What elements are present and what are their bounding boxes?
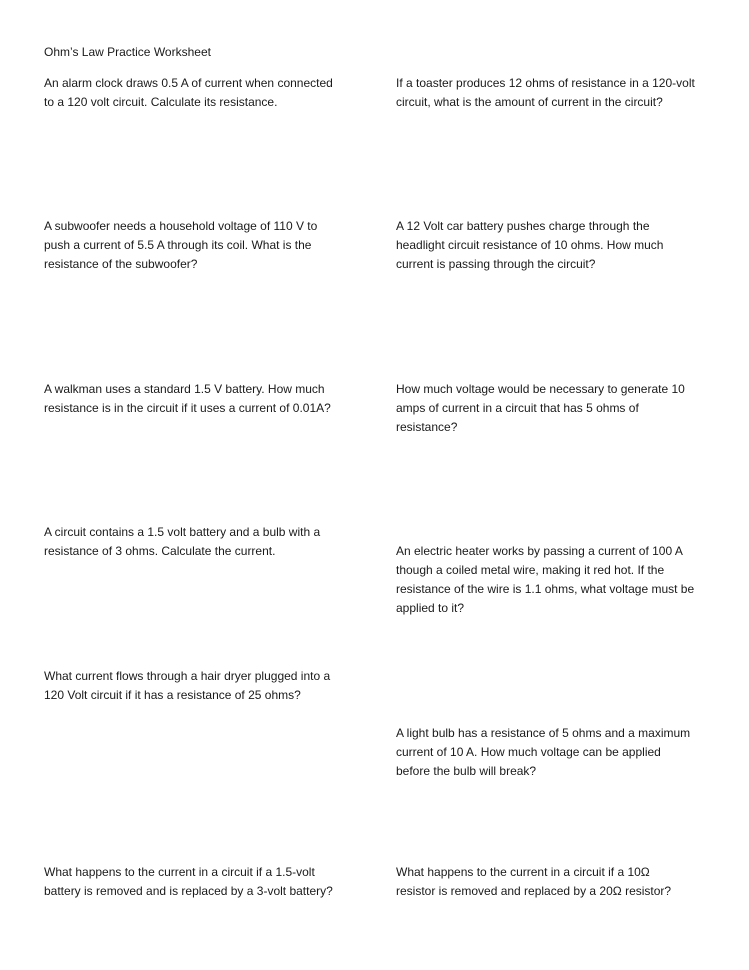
question-5: [44, 380, 331, 418]
question-line: current of 10 A. How much voltage can be applied: [396, 745, 661, 759]
question-line: A circuit contains a 1.5 volt battery and a bulb with a: [44, 525, 321, 539]
question-line: An electric heater works by passing a current of 100 A: [396, 544, 683, 558]
question-line: before the bulb will break?: [396, 764, 537, 778]
question-line: What happens to the current in a circuit if a 1.5-volt: [44, 865, 315, 879]
question-line: current is passing through the circuit?: [396, 257, 596, 271]
question-4: [396, 217, 663, 274]
question-line: A 12 Volt car battery pushes charge through the: [396, 219, 650, 233]
question-10: [396, 724, 690, 781]
question-6: [396, 380, 685, 437]
question-line: If a toaster produces 12 ohms of resistance in a 120-volt: [396, 76, 695, 90]
question-line: to a 120 volt circuit. Calculate its resistance.: [44, 95, 278, 109]
question-line: amps of current in a circuit that has 5 ohms of: [396, 401, 639, 415]
question-line: headlight circuit resistance of 10 ohms. How much: [396, 238, 664, 252]
worksheet-title: Ohm’s Law Practice Worksheet: [44, 45, 211, 59]
question-11: [44, 863, 333, 901]
question-line: applied to it?: [396, 601, 465, 615]
question-line: circuit, what is the amount of current in the circuit?: [396, 95, 663, 109]
question-9: [44, 667, 330, 705]
question-line: battery is removed and is replaced by a 3-volt battery?: [44, 884, 333, 898]
question-8: [396, 542, 694, 618]
question-line: though a coiled metal wire, making it red hot. If the: [396, 563, 665, 577]
question-line: resistance of 3 ohms. Calculate the current.: [44, 544, 276, 558]
question-line: A light bulb has a resistance of 5 ohms and a maximum: [396, 726, 691, 740]
question-2: [396, 74, 695, 112]
question-line: resistance is in the circuit if it uses a current of 0.01A?: [44, 401, 331, 415]
question-line: resistance of the subwoofer?: [44, 257, 198, 271]
question-1: [44, 74, 333, 112]
question-line: 120 Volt circuit if it has a resistance of 25 ohms?: [44, 688, 301, 702]
question-line: A subwoofer needs a household voltage of 110 V to: [44, 219, 318, 233]
question-3: [44, 217, 317, 274]
question-line: resistance?: [396, 420, 458, 434]
question-line: What happens to the current in a circuit if a 10Ω: [396, 865, 650, 879]
question-line: What current flows through a hair dryer plugged into a: [44, 669, 331, 683]
question-line: How much voltage would be necessary to generate 10: [396, 382, 685, 396]
question-12: [396, 863, 671, 901]
question-line: A walkman uses a standard 1.5 V battery. How much: [44, 382, 325, 396]
question-line: resistance of the wire is 1.1 ohms, what voltage must be: [396, 582, 695, 596]
question-line: push a current of 5.5 A through its coil. What is the: [44, 238, 312, 252]
question-7: [44, 523, 320, 561]
question-line: resistor is removed and replaced by a 20Ω resistor?: [396, 884, 672, 898]
question-line: An alarm clock draws 0.5 A of current when connected: [44, 76, 333, 90]
